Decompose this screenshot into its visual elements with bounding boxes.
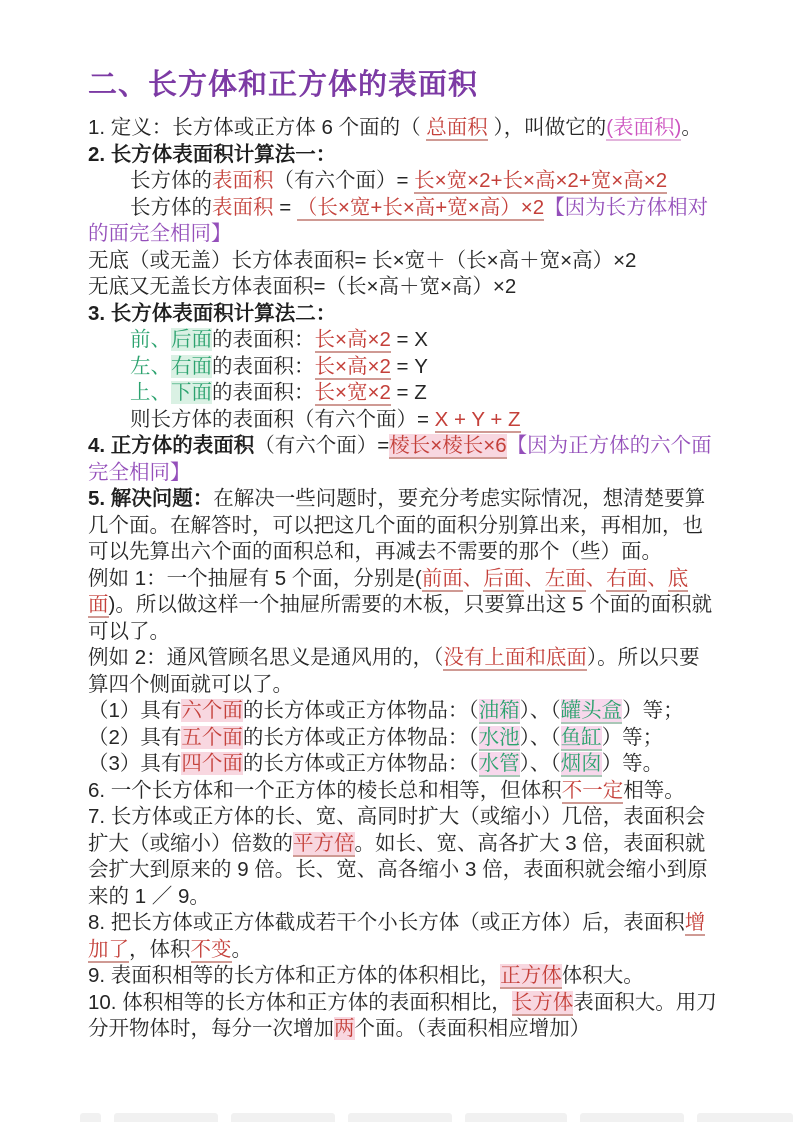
- text-run: 2. 长方体表面积计算法一：: [88, 142, 337, 166]
- text-run: = X: [390, 328, 428, 351]
- text-run: 增加了: [88, 911, 706, 961]
- rule10-equal-volume: [88, 990, 720, 1043]
- text-run: 四个面: [181, 752, 243, 775]
- text-run: 7. 长方体或正方体的长、宽、高同时扩大（或缩小）几倍，表面积会扩大（或缩小）倍数的: [88, 805, 706, 855]
- text-run: 10. 体积相等的长方体和正方体的表面积相比，: [88, 990, 512, 1014]
- text-run: ，体积: [129, 937, 191, 961]
- text-run: （有六个面）=: [273, 169, 415, 192]
- text-run: 1. 定义：长方体或正方体 6 个面的（: [88, 116, 427, 139]
- text-run: ）、（: [519, 699, 561, 722]
- text-run: 表面积: [212, 195, 274, 219]
- text-run: 长方体的: [130, 169, 212, 192]
- example1: [88, 566, 720, 646]
- text-run: 的表面积：: [212, 381, 315, 404]
- rule9-equal-surface: [88, 963, 720, 990]
- text-run: 油箱: [478, 699, 520, 722]
- example2: [88, 645, 720, 698]
- cropped-text-fragment: [231, 1113, 335, 1122]
- text-run: 、: [585, 566, 607, 590]
- text-run: 的长方体或正方体物品：（: [242, 699, 479, 722]
- text-run: 不变: [190, 937, 232, 961]
- no-bottom-formula: [88, 248, 720, 275]
- text-run: 则长方体的表面积（有六个面）=: [130, 407, 435, 431]
- rule8-cutting: [88, 910, 720, 963]
- left-right-faces: [88, 354, 720, 381]
- text-run: 右面: [606, 566, 648, 590]
- no-bottom-no-top-formula: [88, 274, 720, 301]
- text-run: 前面: [421, 566, 463, 590]
- text-run: ）等。: [601, 752, 664, 775]
- text-run: 。: [681, 116, 702, 139]
- text-run: ）。所以只要算四个侧面就可以了。: [88, 646, 700, 696]
- text-run: 底面: [88, 566, 689, 616]
- method1-formula-expanded: [88, 168, 720, 195]
- text-run: 右面: [171, 354, 212, 378]
- text-run: 无底又无盖长方体表面积=（长×高＋宽×高）×2: [88, 275, 517, 298]
- text-run: 。如长、宽、高各扩大 3 倍，表面积就会扩大到原来的 9 倍。长、宽、高各缩小 3 倍，表面积就会缩小到原来的 1 ／ 9。: [88, 831, 708, 908]
- problem-solving: [88, 486, 720, 566]
- text-run: 长×宽×2: [314, 381, 391, 404]
- text-run: ），叫做它的: [487, 116, 607, 139]
- text-run: ）等；: [622, 699, 684, 722]
- text-run: 左、: [130, 354, 171, 378]
- text-run: 例如 2：通风管顾名思义是通风用的，（: [88, 646, 444, 669]
- cropped-text-fragment: [580, 1113, 684, 1122]
- text-run: （长×宽+长×高+宽×高）×2: [296, 195, 545, 219]
- text-run: 上、: [130, 381, 171, 404]
- text-run: 的长方体或正方体物品：（: [242, 752, 479, 775]
- text-run: (表面积): [606, 116, 682, 139]
- definition-line: [88, 115, 720, 142]
- cropped-text-fragment: [80, 1113, 101, 1122]
- text-run: )。所以做这样一个抽屉所需要的木板，只要算出这 5 个面的面积就可以了。: [88, 593, 713, 643]
- text-run: 后面: [483, 566, 525, 590]
- rule7-scaling: [88, 804, 720, 910]
- text-run: 表面积: [212, 169, 274, 192]
- text-run: 【因为正方体的六个面完全相同】: [88, 434, 712, 484]
- text-run: 的长方体或正方体物品：（: [242, 725, 479, 749]
- text-run: 的表面积：: [212, 328, 315, 351]
- text-run: 8. 把长方体或正方体截成若干个小长方体（或正方体）后，表面积: [88, 911, 685, 934]
- text-run: 例如 1：一个抽屉有 5 个面，分别是(: [88, 566, 422, 590]
- text-run: （1）具有: [88, 699, 182, 722]
- text-run: 3. 长方体表面积计算法二：: [88, 301, 337, 325]
- text-run: （2）具有: [88, 725, 182, 749]
- cropped-text-fragment: [697, 1113, 793, 1122]
- cube-formula: [88, 433, 720, 486]
- text-run: 长×宽×2+长×高×2+宽×高×2: [414, 169, 668, 192]
- text-run: 鱼缸: [560, 725, 602, 749]
- text-run: 长方体的: [130, 195, 212, 219]
- page-title: 二、长方体和正方体的表面积: [88, 69, 479, 101]
- text-run: 下面: [171, 381, 212, 404]
- text-run: 长×高×2: [314, 328, 391, 351]
- sum-formula: [88, 407, 720, 434]
- text-run: 后面: [171, 328, 212, 351]
- text-run: （3）具有: [88, 752, 182, 775]
- text-run: 水管: [478, 752, 520, 775]
- text-run: 六个面: [181, 699, 243, 722]
- text-run: 无底（或无盖）长方体表面积= 长×宽＋（长×高＋宽×高）×2: [88, 248, 637, 272]
- text-run: 的表面积：: [212, 354, 315, 378]
- text-run: 、: [647, 566, 668, 590]
- text-run: = Z: [390, 381, 427, 404]
- text-run: ）等；: [601, 725, 664, 749]
- top-bottom-faces: [88, 380, 720, 407]
- text-run: 体积大。: [561, 964, 644, 987]
- text-run: 个面。（表面积相应增加）: [354, 1017, 591, 1040]
- items-five-faces: [88, 725, 720, 752]
- text-run: 没有上面和底面: [443, 646, 587, 669]
- text-run: 左面: [544, 566, 586, 590]
- text-run: 长×高×2: [314, 354, 391, 378]
- text-run: 五个面: [181, 725, 243, 749]
- text-run: 烟囱: [560, 752, 602, 775]
- front-back-faces: [88, 327, 720, 354]
- items-four-faces: [88, 751, 720, 778]
- cropped-text-fragment: [348, 1113, 452, 1122]
- text-run: 、: [462, 566, 484, 590]
- text-run: 总面积: [426, 116, 488, 139]
- text-run: =: [273, 195, 297, 219]
- text-run: 表面积大。用刀分开物体时，每分一次增加: [88, 990, 717, 1040]
- cropped-text-fragment: [465, 1113, 567, 1122]
- text-run: 5. 解决问题：: [88, 487, 214, 510]
- text-run: 9. 表面积相等的长方体和正方体的体积相比，: [88, 964, 501, 987]
- text-run: 两: [334, 1017, 355, 1040]
- method2-heading: [88, 301, 720, 328]
- text-run: 罐头盒: [560, 699, 623, 722]
- items-six-faces: [88, 698, 720, 725]
- cropped-text-fragment: [114, 1113, 218, 1122]
- text-run: 在解决一些问题时，要充分考虑实际情况，想清楚要算几个面。在解答时，可以把这几个面的面积分别算出来，再相加，也可以先算出六个面的面积总和，再减去不需要的那个（些）面。: [88, 487, 706, 563]
- text-run: 正方体: [500, 964, 562, 987]
- text-run: ）、（: [519, 725, 561, 749]
- document-body: [88, 115, 720, 1043]
- text-run: ）、（: [519, 752, 561, 775]
- text-run: 前、: [130, 328, 171, 351]
- text-run: 不一定: [561, 778, 624, 802]
- notes-page: [88, 62, 720, 1043]
- text-run: 4. 正方体的表面积: [88, 434, 255, 457]
- text-run: 水池: [478, 725, 520, 749]
- text-run: 【因为长方体相对的面完全相同】: [88, 195, 709, 245]
- text-run: 平方倍: [293, 831, 355, 855]
- text-run: X + Y + Z: [434, 407, 521, 431]
- text-run: 棱长×棱长×6: [389, 434, 507, 457]
- text-run: = Y: [390, 354, 428, 378]
- method1-heading: [88, 142, 720, 169]
- text-run: 相等。: [623, 778, 685, 802]
- rule6-edge-sum: [88, 778, 720, 805]
- text-run: （有六个面）=: [254, 434, 390, 457]
- method1-formula-factored: [88, 195, 720, 248]
- text-run: 。: [231, 937, 252, 961]
- text-run: 长方体: [511, 990, 574, 1014]
- text-run: 6. 一个长方体和一个正方体的棱长总和相等，但体积: [88, 778, 562, 802]
- text-run: 、: [524, 566, 545, 590]
- cropped-next-line: [80, 1113, 793, 1122]
